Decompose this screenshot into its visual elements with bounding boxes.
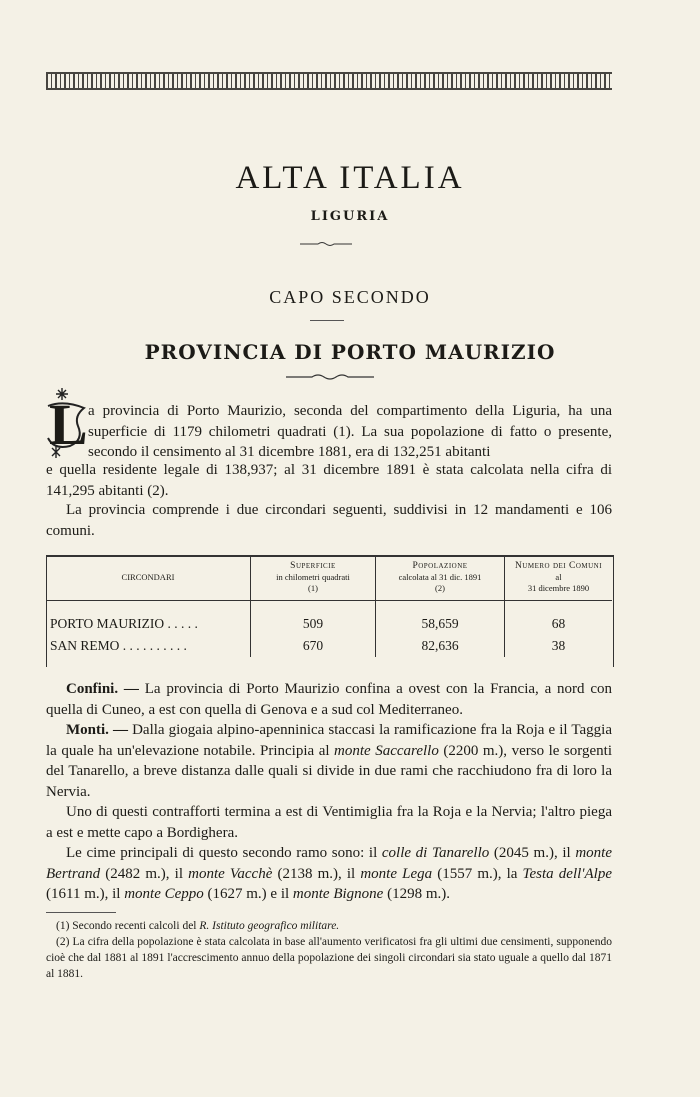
col-comuni-title: Numero dei Comuni (514, 561, 603, 571)
col-superficie-note: (1) (308, 583, 318, 593)
footnote-2: (2) La cifra della popolazione è stata calcolata in base all'aumento verificatosi fra gli ultimi due censimenti, supponendo cioè che dal 1881 al 1891 l'accrescimento annuo della popolazione dei singoli circondari sia stato uguale a quello dal 1871 al 1881. (46, 936, 612, 980)
footnote-divider (46, 912, 116, 913)
footnote-1 (46, 918, 612, 934)
col-popolazione-note: (2) (435, 583, 445, 593)
flourish-ornament (286, 373, 374, 381)
col-circondari (46, 555, 251, 601)
cime-text: (1557 m.), la (432, 865, 523, 882)
top-ornament-bar (46, 72, 612, 90)
circondari-table (46, 555, 612, 657)
flourish-ornament (300, 241, 352, 247)
row-popolazione: 58,659 (376, 601, 505, 636)
confini-text: La provincia di Porto Maurizio confina a ovest con la Francia, a nord con quella di Cuneo, a est con quella di Genova e a sud col Mediterraneo. (46, 681, 612, 718)
col-superficie-sub: in chilometri quadrati (276, 572, 350, 582)
monti-text: Dalla giogaia alpino-apenninica staccasi la ramificazione fra la Roja e il Taggia la quale ha un'elevazione notabile. Principia al (46, 722, 613, 759)
body-text (46, 679, 612, 905)
cime-text: (2138 m.), il (272, 865, 361, 882)
confini-paragraph (46, 679, 612, 720)
footnote-1-text: (1) Secondo recenti calcoli del (56, 920, 200, 932)
col-comuni (505, 555, 613, 601)
monti-text: (2200 m.), verso le sorgenti del Tanarello, a breve distanza dalle quali si divide in due rami che racchiudono fra di loro la Nervia. (46, 742, 612, 800)
confini-label: Confini. — (66, 681, 139, 697)
place-name: monte Saccarello (334, 742, 439, 759)
row-comuni: 68 (505, 601, 613, 636)
row-name: PORTO MAURIZIO . . . . . (50, 616, 198, 631)
drop-cap-letter: L (49, 392, 88, 457)
cime-text: (2045 m.), il (489, 845, 576, 861)
col-superficie (251, 555, 376, 601)
contrafforti-paragraph: Uno di questi contrafforti termina a est di Ventimiglia fra la Roja e la Nervia; l'altro piega a est e mette capo a Bordighera. (46, 804, 612, 841)
row-name: SAN REMO . . . . . . . . . . (50, 638, 187, 653)
col-popolazione (376, 555, 505, 601)
intro-paragraph-continued: e quella residente legale di 138,937; al 31 dicembre 1891 è stata calcolata nella cifra di 141,295 abitanti (2). (46, 462, 612, 499)
place-name: Testa dell'Alpe (522, 865, 612, 882)
cime-text: (1611 m.), il (46, 886, 125, 902)
cime-text: Le cime principali di questo secondo ramo sono: il (66, 845, 382, 861)
table-header-row (46, 555, 612, 601)
place-name: monte Bignone (292, 886, 384, 902)
cime-text: (1627 m.) e il (203, 886, 293, 902)
place-name: monte Vacchè (188, 865, 273, 882)
col-circondari-label: CIRCONDARI (121, 572, 175, 582)
place-name: monte Bertrand (46, 845, 612, 882)
col-comuni-sub2: 31 dicembre 1890 (527, 583, 590, 593)
col-comuni-sub1: al (555, 572, 562, 582)
table-row (46, 601, 612, 636)
intro-paragraph-first: a provincia di Porto Maurizio, seconda del compartimento della Liguria, ha una superficie di 1179 chilometri quadrati (1). La sua popolazione di fatto o presente, secondo il censimento al 31 dicembre 1881, era di 132,251 abitanti (88, 403, 612, 460)
monti-paragraph (46, 720, 612, 802)
monti-label: Monti. — (66, 722, 128, 738)
cime-paragraph (46, 843, 612, 905)
chapter-heading: CAPO SECONDO (269, 287, 431, 307)
cime-text: (1298 m.). (383, 886, 450, 902)
footnote-1-source: R. Istituto geografico militare. (199, 920, 340, 932)
col-superficie-title: Superficie (290, 561, 336, 571)
region-subtitle: LIGURIA (310, 209, 390, 224)
row-popolazione: 82,636 (376, 635, 505, 657)
footnotes (46, 918, 612, 982)
table-row (46, 635, 612, 657)
cime-text: (2482 m.), il (100, 865, 189, 882)
intro-paragraph-circondari: La provincia comprende i due circondari seguenti, suddivisi in 12 mandamenti e 106 comuni. (46, 502, 612, 539)
col-popolazione-sub: calcolata al 31 dic. 1891 (398, 572, 482, 582)
place-name: monte Ceppo (124, 886, 204, 902)
page-title: ALTA ITALIA (235, 160, 465, 196)
province-heading: PROVINCIA DI PORTO MAURIZIO (144, 340, 556, 364)
divider (310, 320, 344, 321)
place-name: monte Lega (360, 865, 433, 882)
place-name: colle di Tanarello (381, 845, 490, 861)
row-superficie: 509 (251, 601, 376, 636)
col-popolazione-title: Popolazione (412, 561, 468, 571)
row-superficie: 670 (251, 635, 376, 657)
row-comuni: 38 (505, 635, 613, 657)
